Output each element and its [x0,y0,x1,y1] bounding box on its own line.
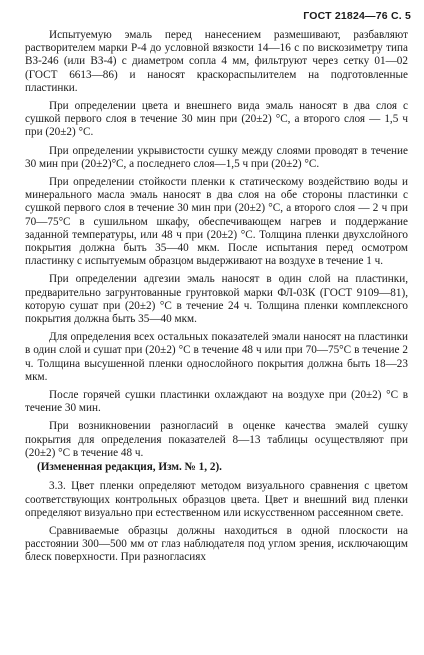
page-number: С. 5 [390,10,411,22]
paragraph-comparison: Сравниваемые образцы должны находиться в одной плоскости на расстоянии 300—500 мм от глаз наблюдателя под углом зрения, исключающим блеск поверхности. При разногласиях [25,524,408,564]
standard-number: ГОСТ 21824—76 [303,10,388,22]
amendment-note: (Измененная редакция, Изм. № 1, 2). [37,461,222,474]
section-3-3: 3.3. Цвет пленки определяют методом визуального сравнения с цветом соответствующих контрольных образцов цвета. Цвет и внешний вид пленки определяют визуально при естественном или искусственном рассеянном свете. [25,480,408,519]
paragraph-water-oil-resistance: При определении стойкости пленки к статическому воздействию воды и минерального масла эмаль наносят в два слоя на обе стороны пластинки с сушкой первого слоя в течение 30 мин при (20±2) °С, а второго слоя — 2 ч при 70—75°С в сушильном шкафу, обеспечивающем нагрев и поддержание заданной температуры, или 48 ч при (20±2) °С. Толщина пленки двухслойного покрытия должна быть 35—40 мкм. После испытания перед осмотром пластинку с испытуемым образцом выдерживают на воздухе в течение 1 ч. [25,176,408,268]
paragraph-disputes: При возникновении разногласий в оценке качества эмалей сушку покрытия для определения показателей 8—13 таблицы осуществляют при (20±2) °С в течение 48 ч. [25,420,408,459]
paragraph-color-appearance: При определении цвета и внешнего вида эмаль наносят в два слоя с сушкой первого слоя в течение 30 мин при (20±2) °С, а второго слоя — 1,5 ч при (20±2) °С. [25,100,408,139]
paragraph-other-indicators: Для определения всех остальных показателей эмали наносят на пластинки в один слой и сушат при (20±2) °С в течение 48 ч или при 70—75°С в течение 2 ч. Толщина высушенной пленки однослойного покрытия должна быть 18—23 мкм. [25,331,408,383]
paragraph-cooling: После горячей сушки пластинки охлаждают на воздухе при (20±2) °С в течение 30 мин. [25,389,408,415]
page-header [303,10,411,22]
paragraph-hiding-power: При определении укрывистости сушку между слоями проводят в течение 30 мин при (20±2)°С, а последнего слоя—1,5 ч при (20±2) °С. [25,144,408,170]
document-body [25,29,408,570]
paragraph-adhesion: При определении адгезии эмаль наносят в один слой на пластинки, предварительно загрунтованные грунтовкой марки ФЛ-03К (ГОСТ 9109—81), которую сушат при (20±2) °С в течение 24 ч. Толщина пленки комплексного покрытия должна быть 35—40 мкм. [25,273,408,326]
paragraph-preparation: Испытуемую эмаль перед нанесением размешивают, разбавляют растворителем марки Р-4 до условной вязкости 14—16 с по вискозиметру типа ВЗ-246 (или ВЗ-4) с диаметром сопла 4 мм, фильтруют через сетку 01—02 (ГОСТ 6613—86) и наносят краскораспылителем на подготовленные пластинки. [25,29,408,94]
